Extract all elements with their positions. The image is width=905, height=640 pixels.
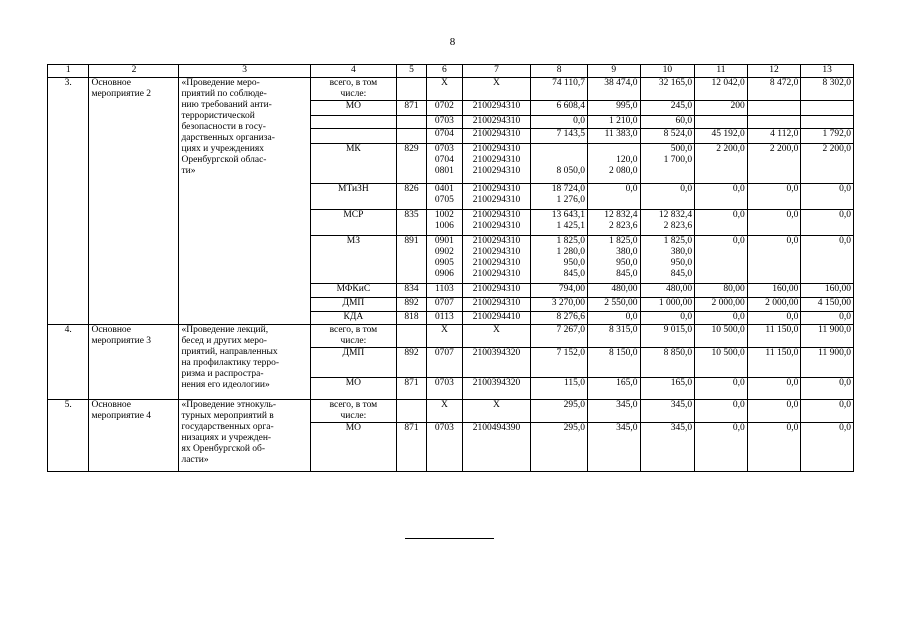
section-code-cell: X bbox=[427, 325, 462, 348]
value-cell: 12 832,4 2 823,6 bbox=[640, 210, 695, 236]
value-cell bbox=[747, 116, 801, 129]
section-code-cell: 0707 bbox=[427, 298, 462, 312]
row-number-cell: 3. bbox=[48, 78, 89, 325]
event-description-cell: «Проведение этнокуль- турных мероприятий в государственных орга- низациях и учрежден- ях Оренбургской об- ласти» bbox=[179, 400, 310, 472]
grbs-code-cell: 826 bbox=[396, 184, 426, 210]
header-cell: 8 bbox=[531, 65, 588, 78]
value-cell: 0,0 bbox=[747, 312, 801, 325]
section-code-cell: 0707 bbox=[427, 348, 462, 378]
header-cell: 10 bbox=[640, 65, 695, 78]
signature-line bbox=[405, 538, 494, 539]
grbs-code-cell: 892 bbox=[396, 298, 426, 312]
value-cell bbox=[801, 101, 854, 116]
value-cell: 165,0 bbox=[587, 378, 640, 400]
value-cell: 480,00 bbox=[587, 284, 640, 298]
value-cell: 345,0 bbox=[640, 400, 695, 423]
value-cell: 0,0 bbox=[640, 312, 695, 325]
value-cell: 0,0 bbox=[640, 184, 695, 210]
executor-cell: КДА bbox=[310, 312, 396, 325]
value-cell: 60,0 bbox=[640, 116, 695, 129]
value-cell: 295,0 bbox=[531, 423, 588, 472]
value-cell: 500,0 1 700,0 bbox=[640, 144, 695, 184]
value-cell: 0,0 bbox=[695, 210, 748, 236]
value-cell: 18 724,0 1 276,0 bbox=[531, 184, 588, 210]
grbs-code-cell bbox=[396, 400, 426, 423]
value-cell: 13 643,1 1 425,1 bbox=[531, 210, 588, 236]
value-cell: 8 050,0 bbox=[531, 144, 588, 184]
value-cell: 0,0 bbox=[587, 312, 640, 325]
section-code-cell: 0901 0902 0905 0906 bbox=[427, 236, 462, 284]
value-cell: 2 000,00 bbox=[747, 298, 801, 312]
value-cell: 11 900,0 bbox=[801, 348, 854, 378]
value-cell: 0,0 bbox=[801, 378, 854, 400]
value-cell: 7 267,0 bbox=[531, 325, 588, 348]
section-code-cell: 0401 0705 bbox=[427, 184, 462, 210]
section-code-cell: 1002 1006 bbox=[427, 210, 462, 236]
target-article-cell: 2100294310 2100294310 bbox=[462, 210, 531, 236]
value-cell: 8 472,0 bbox=[747, 78, 801, 101]
page-number: 8 bbox=[449, 36, 456, 48]
target-article-cell: 2100294310 bbox=[462, 129, 531, 144]
target-article-cell: 2100294310 bbox=[462, 101, 531, 116]
value-cell: 0,0 bbox=[695, 236, 748, 284]
grbs-code-cell bbox=[396, 116, 426, 129]
value-cell: 0,0 bbox=[695, 378, 748, 400]
value-cell: 0,0 bbox=[695, 184, 748, 210]
grbs-code-cell bbox=[396, 129, 426, 144]
value-cell: 2 200,0 bbox=[747, 144, 801, 184]
value-cell: 80,00 bbox=[695, 284, 748, 298]
target-article-cell: X bbox=[462, 78, 531, 101]
value-cell: 0,0 bbox=[747, 184, 801, 210]
executor-cell bbox=[310, 129, 396, 144]
value-cell: 7 152,0 bbox=[531, 348, 588, 378]
executor-cell: всего, в том числе: bbox=[310, 78, 396, 101]
event-name-cell: Основное мероприятие 3 bbox=[89, 325, 179, 400]
value-cell: 1 825,0 380,0 950,0 845,0 bbox=[587, 236, 640, 284]
value-cell: 0,0 bbox=[531, 116, 588, 129]
value-cell: 32 165,0 bbox=[640, 78, 695, 101]
value-cell bbox=[695, 116, 748, 129]
budget-table bbox=[47, 64, 854, 472]
grbs-code-cell: 892 bbox=[396, 348, 426, 378]
executor-cell: МЗ bbox=[310, 236, 396, 284]
section-code-cell: 0113 bbox=[427, 312, 462, 325]
grbs-code-cell: 834 bbox=[396, 284, 426, 298]
value-cell: 2 000,00 bbox=[695, 298, 748, 312]
value-cell: 11 150,0 bbox=[747, 325, 801, 348]
value-cell: 0,0 bbox=[801, 210, 854, 236]
value-cell: 74 110,7 bbox=[531, 78, 588, 101]
header-cell: 2 bbox=[89, 65, 179, 78]
header-cell: 12 bbox=[747, 65, 801, 78]
section-code-cell: 1103 bbox=[427, 284, 462, 298]
table-row bbox=[48, 325, 854, 348]
value-cell: 0,0 bbox=[801, 236, 854, 284]
value-cell: 0,0 bbox=[747, 400, 801, 423]
value-cell: 8 302,0 bbox=[801, 78, 854, 101]
value-cell: 4 150,00 bbox=[801, 298, 854, 312]
executor-cell: МСР bbox=[310, 210, 396, 236]
value-cell: 480,00 bbox=[640, 284, 695, 298]
value-cell: 1 210,0 bbox=[587, 116, 640, 129]
value-cell: 38 474,0 bbox=[587, 78, 640, 101]
target-article-cell: 2100294310 2100294310 2100294310 bbox=[462, 144, 531, 184]
value-cell: 4 112,0 bbox=[747, 129, 801, 144]
event-name-cell: Основное мероприятие 4 bbox=[89, 400, 179, 472]
section-code-cell: 0703 bbox=[427, 378, 462, 400]
value-cell: 0,0 bbox=[747, 378, 801, 400]
executor-cell bbox=[310, 116, 396, 129]
value-cell: 345,0 bbox=[587, 400, 640, 423]
row-number-cell: 5. bbox=[48, 400, 89, 472]
target-article-cell: 2100394320 bbox=[462, 378, 531, 400]
executor-cell: МО bbox=[310, 423, 396, 472]
value-cell: 995,0 bbox=[587, 101, 640, 116]
grbs-code-cell: 871 bbox=[396, 378, 426, 400]
header-cell: 7 bbox=[462, 65, 531, 78]
section-code-cell: 0703 bbox=[427, 116, 462, 129]
value-cell: 8 276,6 bbox=[531, 312, 588, 325]
value-cell: 0,0 bbox=[695, 423, 748, 472]
value-cell: 0,0 bbox=[695, 400, 748, 423]
value-cell: 245,0 bbox=[640, 101, 695, 116]
value-cell: 9 015,0 bbox=[640, 325, 695, 348]
value-cell: 115,0 bbox=[531, 378, 588, 400]
section-code-cell: 0703 0704 0801 bbox=[427, 144, 462, 184]
value-cell: 160,00 bbox=[747, 284, 801, 298]
value-cell: 11 900,0 bbox=[801, 325, 854, 348]
header-row bbox=[48, 65, 854, 78]
value-cell: 160,00 bbox=[801, 284, 854, 298]
value-cell: 10 500,0 bbox=[695, 325, 748, 348]
value-cell: 120,0 2 080,0 bbox=[587, 144, 640, 184]
value-cell: 0,0 bbox=[747, 210, 801, 236]
section-code-cell: X bbox=[427, 78, 462, 101]
section-code-cell: 0702 bbox=[427, 101, 462, 116]
value-cell: 794,00 bbox=[531, 284, 588, 298]
value-cell: 345,0 bbox=[587, 423, 640, 472]
value-cell: 0,0 bbox=[587, 184, 640, 210]
target-article-cell: 2100294410 bbox=[462, 312, 531, 325]
target-article-cell: X bbox=[462, 400, 531, 423]
grbs-code-cell: 829 bbox=[396, 144, 426, 184]
header-cell: 1 bbox=[48, 65, 89, 78]
header-cell: 9 bbox=[587, 65, 640, 78]
executor-cell: всего, в том числе: bbox=[310, 400, 396, 423]
value-cell: 2 200,0 bbox=[801, 144, 854, 184]
value-cell: 12 832,4 2 823,6 bbox=[587, 210, 640, 236]
event-description-cell: «Проведение меро- приятий по соблюде- нию требований анти- террористической безопасности в госу- дарственных организа- циях и учреждениях Оренбургской облас- ти» bbox=[179, 78, 310, 325]
executor-cell: МФКиС bbox=[310, 284, 396, 298]
table-row bbox=[48, 78, 854, 101]
executor-cell: ДМП bbox=[310, 298, 396, 312]
value-cell: 10 500,0 bbox=[695, 348, 748, 378]
value-cell: 8 315,0 bbox=[587, 325, 640, 348]
header-cell: 5 bbox=[396, 65, 426, 78]
grbs-code-cell: 891 bbox=[396, 236, 426, 284]
value-cell: 295,0 bbox=[531, 400, 588, 423]
value-cell: 1 825,0 380,0 950,0 845,0 bbox=[640, 236, 695, 284]
executor-cell: МО bbox=[310, 101, 396, 116]
value-cell bbox=[747, 101, 801, 116]
grbs-code-cell bbox=[396, 78, 426, 101]
value-cell: 2 550,00 bbox=[587, 298, 640, 312]
value-cell: 12 042,0 bbox=[695, 78, 748, 101]
target-article-cell: 2100294310 bbox=[462, 298, 531, 312]
value-cell: 3 270,00 bbox=[531, 298, 588, 312]
value-cell: 0,0 bbox=[747, 236, 801, 284]
grbs-code-cell: 871 bbox=[396, 423, 426, 472]
event-name-cell: Основное мероприятие 2 bbox=[89, 78, 179, 325]
value-cell: 0,0 bbox=[801, 400, 854, 423]
header-cell: 11 bbox=[695, 65, 748, 78]
value-cell: 8 150,0 bbox=[587, 348, 640, 378]
table-body bbox=[48, 65, 854, 472]
event-description-cell: «Проведение лекций, бесед и других меро- приятий, направленных на профилактику терро- ризма и распростра- нения его идеологии» bbox=[179, 325, 310, 400]
target-article-cell: 2100294310 bbox=[462, 284, 531, 298]
executor-cell: МК bbox=[310, 144, 396, 184]
executor-cell: МТиЗН bbox=[310, 184, 396, 210]
value-cell: 345,0 bbox=[640, 423, 695, 472]
value-cell: 1 000,00 bbox=[640, 298, 695, 312]
section-code-cell: 0704 bbox=[427, 129, 462, 144]
target-article-cell: 2100294310 2100294310 bbox=[462, 184, 531, 210]
value-cell: 0,0 bbox=[801, 423, 854, 472]
target-article-cell: X bbox=[462, 325, 531, 348]
value-cell: 7 143,5 bbox=[531, 129, 588, 144]
value-cell: 45 192,0 bbox=[695, 129, 748, 144]
grbs-code-cell bbox=[396, 325, 426, 348]
value-cell: 2 200,0 bbox=[695, 144, 748, 184]
value-cell: 6 608,4 bbox=[531, 101, 588, 116]
grbs-code-cell: 871 bbox=[396, 101, 426, 116]
table-row bbox=[48, 400, 854, 423]
executor-cell: МО bbox=[310, 378, 396, 400]
header-cell: 4 bbox=[310, 65, 396, 78]
value-cell: 0,0 bbox=[695, 312, 748, 325]
target-article-cell: 2100394320 bbox=[462, 348, 531, 378]
value-cell bbox=[801, 116, 854, 129]
section-code-cell: X bbox=[427, 400, 462, 423]
value-cell: 8 850,0 bbox=[640, 348, 695, 378]
value-cell: 0,0 bbox=[747, 423, 801, 472]
value-cell: 8 524,0 bbox=[640, 129, 695, 144]
target-article-cell: 2100294310 2100294310 2100294310 2100294310 bbox=[462, 236, 531, 284]
value-cell: 11 383,0 bbox=[587, 129, 640, 144]
value-cell: 0,0 bbox=[801, 184, 854, 210]
grbs-code-cell: 818 bbox=[396, 312, 426, 325]
header-cell: 3 bbox=[179, 65, 310, 78]
row-number-cell: 4. bbox=[48, 325, 89, 400]
target-article-cell: 2100494390 bbox=[462, 423, 531, 472]
executor-cell: всего, в том числе: bbox=[310, 325, 396, 348]
value-cell: 11 150,0 bbox=[747, 348, 801, 378]
value-cell: 1 792,0 bbox=[801, 129, 854, 144]
header-cell: 13 bbox=[801, 65, 854, 78]
executor-cell: ДМП bbox=[310, 348, 396, 378]
value-cell: 165,0 bbox=[640, 378, 695, 400]
value-cell: 0,0 bbox=[801, 312, 854, 325]
value-cell: 200 bbox=[695, 101, 748, 116]
value-cell: 1 825,0 1 280,0 950,0 845,0 bbox=[531, 236, 588, 284]
target-article-cell: 2100294310 bbox=[462, 116, 531, 129]
grbs-code-cell: 835 bbox=[396, 210, 426, 236]
section-code-cell: 0703 bbox=[427, 423, 462, 472]
header-cell: 6 bbox=[427, 65, 462, 78]
